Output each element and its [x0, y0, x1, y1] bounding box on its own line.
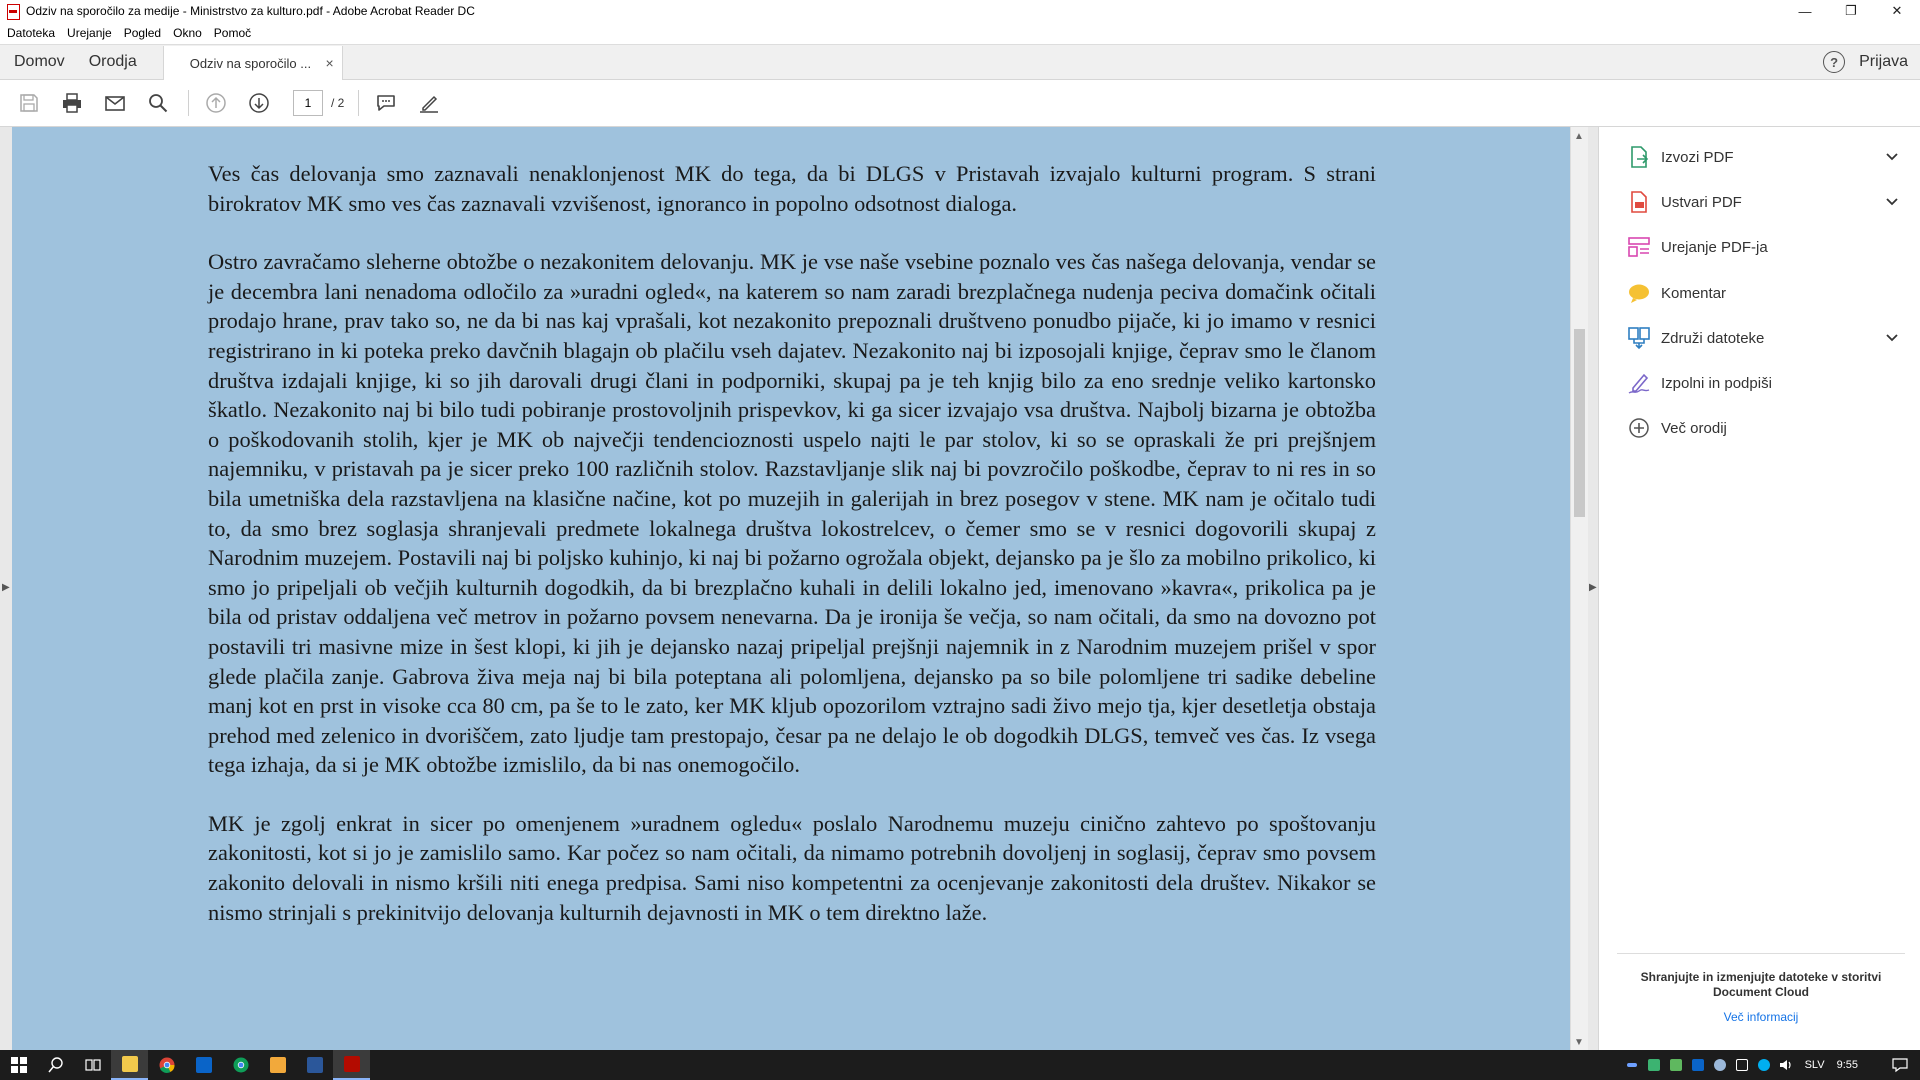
shield-icon — [1648, 1059, 1660, 1071]
chevron-down-icon[interactable] — [1883, 148, 1901, 166]
toolbar-separator — [358, 90, 359, 116]
window-title: Odziv na sporočilo za medije - Ministrstvo za kulturo.pdf - Adobe Acrobat Reader DC — [26, 4, 475, 18]
restore-button[interactable]: ❐ — [1845, 3, 1857, 18]
speech-bubble-icon — [375, 92, 397, 114]
page-total: / 2 — [331, 96, 345, 110]
search-icon — [48, 1057, 64, 1073]
speaker-icon — [1779, 1058, 1793, 1072]
tool-label: Združi datoteke — [1661, 329, 1765, 347]
page-number-input[interactable]: 1 — [293, 90, 323, 116]
pdf-page — [12, 127, 1570, 1050]
menu-view[interactable]: Pogled — [123, 26, 162, 40]
menu-bar — [0, 22, 1920, 44]
chrome-icon — [159, 1057, 175, 1073]
cloud-icon — [1714, 1059, 1726, 1071]
taskbar-chrome-2[interactable] — [222, 1050, 259, 1080]
chevron-down-icon[interactable] — [1883, 193, 1901, 211]
toolbar-separator — [188, 90, 189, 116]
previous-page-button[interactable] — [199, 86, 233, 120]
tool-label: Izvozi PDF — [1661, 148, 1734, 166]
system-tray — [1621, 1050, 1920, 1080]
tool-create-pdf[interactable] — [1627, 187, 1901, 217]
tray-outlook-icon[interactable] — [1687, 1050, 1709, 1080]
document-tab-label: Odziv na sporočilo ... — [189, 55, 312, 71]
folder-icon — [122, 1056, 138, 1072]
taskbar-chrome[interactable] — [148, 1050, 185, 1080]
tray-onedrive-icon[interactable] — [1709, 1050, 1731, 1080]
more-tools-icon — [1627, 416, 1651, 440]
collapse-right-icon: ▶ — [1589, 582, 1597, 593]
network-icon — [1736, 1059, 1748, 1071]
menu-edit[interactable]: Urejanje — [67, 26, 112, 40]
chrome-icon — [233, 1057, 249, 1073]
tab-document[interactable] — [163, 46, 343, 80]
minimize-button[interactable]: — — [1798, 3, 1812, 19]
tab-home[interactable]: Domov — [14, 53, 65, 70]
tools-pane — [1598, 127, 1920, 1050]
input-language[interactable]: SLV — [1804, 1059, 1825, 1071]
envelope-icon — [104, 92, 126, 114]
page-text — [208, 159, 1376, 956]
save-button[interactable] — [12, 86, 46, 120]
close-tab-icon[interactable]: × — [325, 55, 334, 71]
notifications-button[interactable] — [1880, 1050, 1920, 1080]
paragraph: MK je zgolj enkrat in sicer po omenjenem »uradnem ogledu« poslalo Narodnemu muzeju cinično zahtevo po spoštovanju zakonitosti, kot si jo je zamislilo samo. Kar počez so nam očitali, da nimamo potrebnih dovoljenj in soglasij, čeprav smo povsem zakonito delovali in nismo kršili niti enega predpisa. Sami niso kompetentni za ocenjevanje zakonitosti dela društev. Nikakor se nismo strinjali s prekinitvijo delovanja kulturnih dejavnosti in MK o tem direktno laže. — [208, 810, 1376, 925]
tool-fill-sign[interactable] — [1627, 368, 1901, 398]
arrow-up-icon — [205, 92, 227, 114]
document-cloud-promo — [1617, 953, 1905, 1024]
tool-label: Več orodij — [1661, 419, 1727, 437]
tray-network-icon[interactable] — [1731, 1050, 1753, 1080]
arrow-down-icon — [248, 92, 270, 114]
vertical-scrollbar[interactable] — [1570, 127, 1588, 1050]
close-window-button[interactable]: ✕ — [1891, 3, 1903, 18]
window-controls — [1782, 0, 1920, 22]
pen-tray-icon — [1627, 1063, 1637, 1067]
tray-skype-icon[interactable] — [1753, 1050, 1775, 1080]
expand-left-icon: ▶ — [2, 582, 10, 593]
tool-comment[interactable] — [1627, 278, 1901, 308]
taskbar-word[interactable] — [296, 1050, 333, 1080]
windows-taskbar — [0, 1050, 1920, 1080]
toolbar — [0, 80, 1920, 127]
media-app-icon — [270, 1057, 286, 1073]
app-tray-icon — [1670, 1059, 1682, 1071]
windows-logo-icon — [11, 1057, 27, 1073]
title-bar — [0, 0, 1920, 22]
outlook-icon — [196, 1057, 212, 1073]
taskbar-search-button[interactable] — [37, 1050, 74, 1080]
taskbar-file-explorer[interactable] — [111, 1050, 148, 1080]
next-page-button[interactable] — [242, 86, 276, 120]
acrobat-icon — [344, 1056, 360, 1072]
outlook-tray-icon — [1692, 1059, 1704, 1071]
menu-help[interactable]: Pomoč — [213, 26, 252, 40]
promo-title: Shranjujte in izmenjujte datoteke v storitvi Document Cloud — [1640, 970, 1882, 999]
scroll-up-icon[interactable]: ▲ — [1574, 131, 1584, 142]
pen-icon — [418, 92, 440, 114]
task-view-button[interactable] — [74, 1050, 111, 1080]
tool-label: Ustvari PDF — [1661, 193, 1742, 211]
search-button[interactable] — [141, 86, 175, 120]
tray-app-icon[interactable] — [1665, 1050, 1687, 1080]
tab-bar — [0, 44, 1920, 80]
tool-edit-pdf[interactable] — [1627, 232, 1901, 262]
tool-label: Izpolni in podpiši — [1661, 374, 1772, 392]
left-pane-toggle[interactable] — [0, 127, 12, 1050]
chevron-down-icon[interactable] — [1883, 329, 1901, 347]
print-button[interactable] — [55, 86, 89, 120]
create-pdf-icon — [1627, 190, 1651, 214]
taskbar-outlook[interactable] — [185, 1050, 222, 1080]
comment-button[interactable] — [369, 86, 403, 120]
edit-pdf-icon — [1627, 235, 1651, 259]
word-icon — [307, 1057, 323, 1073]
task-view-icon — [85, 1057, 101, 1073]
tool-label: Urejanje PDF-ja — [1661, 238, 1768, 256]
sign-button[interactable] — [412, 86, 446, 120]
skype-icon — [1758, 1059, 1770, 1071]
document-viewport — [0, 127, 1598, 1050]
help-area — [1823, 45, 1920, 79]
tray-security-icon[interactable] — [1643, 1050, 1665, 1080]
export-pdf-icon — [1627, 145, 1651, 169]
promo-link[interactable]: Več informacij — [1723, 1010, 1799, 1024]
scroll-down-icon[interactable]: ▼ — [1574, 1037, 1584, 1048]
search-icon — [147, 92, 169, 114]
tray-pen-icon[interactable] — [1621, 1050, 1643, 1080]
taskbar-acrobat[interactable] — [333, 1050, 370, 1080]
save-icon — [18, 92, 40, 114]
tool-more-tools[interactable] — [1627, 413, 1901, 443]
system-clock[interactable]: 9:55 — [1836, 1059, 1858, 1071]
combine-files-icon — [1627, 326, 1651, 350]
tray-volume-icon[interactable] — [1775, 1050, 1797, 1080]
start-button[interactable] — [0, 1050, 37, 1080]
fill-sign-icon — [1627, 371, 1651, 395]
taskbar-media-app[interactable] — [259, 1050, 296, 1080]
menu-window[interactable]: Okno — [173, 26, 202, 40]
tab-tools[interactable]: Orodja — [88, 53, 137, 70]
email-button[interactable] — [98, 86, 132, 120]
paragraph: Ves čas delovanja smo zaznavali nenaklonjenost MK do tega, da bi DLGS v Pristavah izvajalo kulturni program. S strani birokratov MK smo ves čas zaznavali vzvišenost, ignoranco in popolno odsotnost dialoga. — [208, 161, 1376, 216]
help-icon[interactable]: ? — [1823, 51, 1845, 73]
comment-icon — [1627, 281, 1651, 305]
print-icon — [61, 92, 83, 114]
acrobat-app-icon — [6, 4, 20, 18]
tool-export-pdf[interactable] — [1627, 142, 1901, 172]
menu-file[interactable]: Datoteka — [7, 26, 56, 40]
notification-icon — [1892, 1057, 1908, 1073]
sign-in-link[interactable]: Prijava — [1859, 53, 1908, 70]
tool-label: Komentar — [1661, 284, 1727, 302]
right-pane-toggle[interactable] — [1588, 127, 1598, 1050]
scrollbar-thumb[interactable] — [1574, 329, 1585, 517]
tool-combine-files[interactable] — [1627, 323, 1901, 353]
paragraph: Ostro zavračamo sleherne obtožbe o nezakonitem delovanju. MK je vse naše vsebine poznalo ves čas našega delovanja, vendar se je decembra lani nenadoma odločilo za »uradni ogled«, na katerem so nam zaradi brezplačnega nudenja peciva domačink očitali prodajo hrane, prav tako so, ne da bi nas kaj vprašali, kot nezakonito prepoznali društveno ponudbo pijače, ki jo imamo v resnici registrirano in ki poteka preko davčnih blagajn ob plačilu vseh dajatev. Nezakonito naj bi izposojali knjige, čeprav smo le članom društva izdajali knjige, ki so jih darovali drugi člani in podporniki, skupaj pa je teh knjig bilo za eno srednje veliko kartonsko škatlo. Nezakonito naj bi bilo tudi pobiranje prostovoljnih prispevkov, ki ga sicer izvajajo vsa društva. Najbolj bizarna je obtožba o poškodovanih stolih, kjer je MK ob največji tendencioznosti uspelo najti le par stolov, ki so se opraskali že pri prejšnjem najemniku, v pristavah pa je sicer preko 100 različnih stolov. Razstavljanje slik naj bi povzročilo poškodbe, čeprav to ni res in so bila umetniška dela razstavljena na klasične načine, kot po muzejih in galerijah in brez posegov v stene. MK nam je očitalo tudi to, da smo brez soglasja shranjevali predmete lokalnega društva lokostrelcev, o čemer smo se v resnici dogovorili skupaj z Narodnim muzejem. Postavili naj bi poljsko kuhinjo, ki naj bi požarno ogrožala objekt, dejansko pa je šlo za mobilno prikolico, ki smo jo pripeljali ob večjih kulturnih dogodkih, da bi brezplačno kuhali in delili lokalno jed, imenovano »kavra«, prikolica pa je bila od pristav oddaljena več metrov in požarno povsem nenevarna. Da je ironija še večja, so nam očitali, da smo na dovozno pot postavili tri masivne mize in šest klopi, ki jih je dejansko nazaj pripeljal prejšnji najemnik in z Narodnim muzejem prišel v spor glede plačila zanje. Gabrova živa meja naj bi bila poteptana ali polomljena, dejansko pa so bile polomljene tri sadike debeline manj kot en prst in visoke cca 80 cm, pa še to le zato, ker MK kljub opozorilom vztrajno sadi živo mejo tja, kjer desetletja obstaja prehod med zelenico in dvoriščem, zato ljudje tam prestopajo, česar pa ne delajo le ob dogodkih DLGS, temveč ves čas. Iz vsega tega izhaja, da si je MK obtožbe izmislilo, da bi nas onemogočilo. — [208, 249, 1376, 778]
